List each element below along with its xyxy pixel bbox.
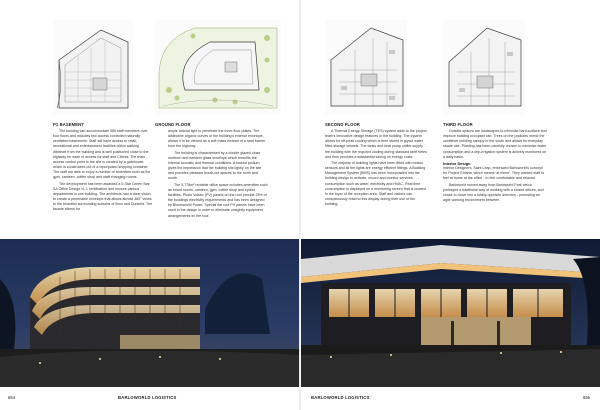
- caption-ground: GROUND FLOOR: [155, 122, 191, 127]
- paragraph: The majority of building lights have been fitted with motion sensors and all the lights are energy efficient fittings. A Building Management System (BMS) has been incorporated into the building design to activate, record and monitor services consumption such as water, electricity and HVAC. Real time consumption is displayed on a monitoring screen that is located in the foyer of the reception area. Staff and visitors can conspicuously react to this display during their use of the building.: [325, 160, 426, 207]
- running-head-right: BARLOWORLD LOGISTICS: [311, 395, 370, 400]
- paragraph: ample natural light to penetrate the inner floor plates. The distinctive organic curves of the building's exterior envelope, allows it to be viewed as a soft mass instead of a hard barrier from the highway.: [168, 129, 266, 149]
- floor-plan-ground: [155, 20, 281, 115]
- caption-second: SECOND FLOOR: [325, 122, 360, 127]
- paragraph: Interior Designers, Saint Leap, embraced Barloworld's concept for Project Ehlana, which means 'at home'. They wanted staff to feel at home at the office - to feel comfortable and relaxed.: [443, 166, 545, 181]
- floor-plan-third: [443, 20, 525, 115]
- page-number-left: 654: [8, 395, 15, 400]
- caption-third: THIRD FLOOR: [443, 122, 473, 127]
- floor-plan-second: [325, 20, 407, 115]
- paragraph: Outside spaces are landscaped to minimise hard-surface and improve building occupant use. Trees on the podiums mimic the cantilever building canopy to the south and allows for everyday shade use. Planting has been carefully chosen to minimise water consumption and a drip-irrigation system is actively monitored on a daily basis.: [443, 129, 547, 159]
- right-page: [301, 0, 600, 410]
- floor-plan-basement: [53, 20, 133, 115]
- paragraph: The development has been awarded a 5-Star Green Star SA Office Design v1.1 certification and houses various departments in one building. The architects had a clear vision to create a permeable envelope that allows almost 360° views to the beautiful surrounding suburbs of Ilovo and Dunkeld. The facade allows for: [53, 181, 153, 212]
- paragraph: A Thermal Energy Storage (TES) system adds to the project team's innovative design features in the building. The system allows for off-peak cooling which is then stored in glycol water filled storage vessels. The tanks and heat pump chiller supply the building with the required cooling during standard tariff times and thus provides a substantial saving on energy costs.: [325, 129, 427, 159]
- section-heading-interior: Interior Design: [443, 160, 471, 166]
- left-text-column-1: [53, 129, 153, 214]
- right-text-column-2: [443, 129, 547, 204]
- paragraph: Barloworld moved away from Barloworld Park which portrayed a traditional way of working with a closed offices, and chose to move into a totally opposite direction - promoting an agile working environment between: [443, 182, 544, 203]
- paragraph: The building can accommodate 385 staff members over four floors and includes two access controlled naturally ventilated basements. Staff will have access to retail, recreational and entertainment facilities within walking distance from the building and is well positioned close to the highway for ease of access for staff and Clients. The main access control point to the site is created by a gatehouse which is constructed out of a repurposed shipping container. The staff are able to enjoy a number of amenities such as the gym, canteen, coffee shop and staff changing rooms.: [53, 129, 151, 180]
- photo-night-entrance: [301, 239, 600, 387]
- left-page: [0, 0, 299, 410]
- running-head-left: BARLOWORLD LOGISTICS: [118, 395, 177, 400]
- right-text-column-1: [325, 129, 428, 208]
- paragraph: The 5,778m² rentable office space includes amenities such as board rooms, canteen, gym, coffee shop and cyclist facilities. Photo Voltaic (PV) panels on the roof provide 25% of the buildings electricity requirements and has been designed by Bloomworld Power. Special flat roof PV panels have been used in the design in order to eliminate unsightly equipment arrangements on the roof.: [168, 182, 268, 218]
- photo-night-curved-facade: [0, 239, 299, 387]
- page-number-right: 655: [583, 395, 590, 400]
- caption-basement: P1 BASEMENT: [53, 122, 84, 127]
- paragraph: The building is characterised by a double glazed close northern and western glass envelope which benefits the internal acoustic and thermal conditions. A tussed podium gives the impression that the building sits lightly on the site and provides pleasant break-out spaces to the north and south.: [168, 150, 262, 181]
- left-text-column-2: [168, 129, 268, 220]
